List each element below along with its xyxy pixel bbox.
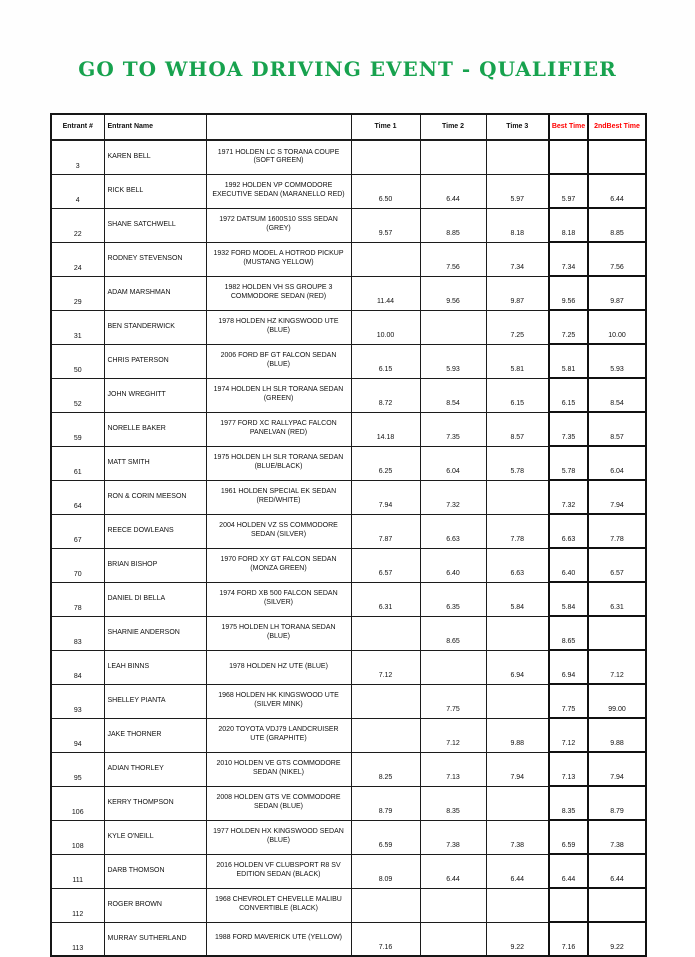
entrant-row (51, 752, 646, 786)
cell-best-time: 7.13 (549, 752, 588, 786)
cell-time1: 8.72 (351, 378, 420, 412)
cell-time2 (420, 650, 486, 684)
col-header-second-best-time: 2ndBest Time (588, 114, 646, 140)
cell-time2: 6.63 (420, 514, 486, 548)
cell-entrant-number: 22 (51, 208, 104, 242)
col-header-time1: Time 1 (351, 114, 420, 140)
cell-best-time (549, 140, 588, 174)
cell-second-best-time: 10.00 (588, 310, 646, 344)
cell-time2: 7.13 (420, 752, 486, 786)
cell-time1 (351, 616, 420, 650)
cell-entrant-name: ADAM MARSHMAN (104, 276, 206, 310)
cell-time1: 8.25 (351, 752, 420, 786)
cell-time3 (486, 786, 549, 820)
cell-time1: 9.57 (351, 208, 420, 242)
cell-second-best-time: 7.12 (588, 650, 646, 684)
entrant-row (51, 344, 646, 378)
cell-second-best-time: 8.85 (588, 208, 646, 242)
cell-entrant-number: 111 (51, 854, 104, 888)
cell-time1: 6.57 (351, 548, 420, 582)
cell-time1: 6.25 (351, 446, 420, 480)
cell-entrant-name: BEN STANDERWICK (104, 310, 206, 344)
col-header-time3: Time 3 (486, 114, 549, 140)
cell-best-time: 7.34 (549, 242, 588, 276)
cell-time3: 5.97 (486, 174, 549, 208)
cell-time3: 7.94 (486, 752, 549, 786)
cell-time1: 14.18 (351, 412, 420, 446)
cell-best-time: 8.65 (549, 616, 588, 650)
cell-second-best-time: 7.56 (588, 242, 646, 276)
cell-time3: 6.15 (486, 378, 549, 412)
entrant-row (51, 854, 646, 888)
cell-car-description: 1932 FORD MODEL A HOTROD PICKUP (MUSTANG YELLOW) (206, 242, 351, 276)
cell-time3: 5.78 (486, 446, 549, 480)
cell-best-time: 8.18 (549, 208, 588, 242)
cell-time1: 8.79 (351, 786, 420, 820)
cell-car-description: 1978 HOLDEN HZ UTE (BLUE) (206, 650, 351, 684)
cell-entrant-name: RODNEY STEVENSON (104, 242, 206, 276)
cell-time1: 7.87 (351, 514, 420, 548)
cell-entrant-name: DANIEL DI BELLA (104, 582, 206, 616)
cell-time3: 8.57 (486, 412, 549, 446)
cell-second-best-time: 6.44 (588, 854, 646, 888)
cell-entrant-name: DARB THOMSON (104, 854, 206, 888)
cell-best-time: 5.81 (549, 344, 588, 378)
cell-car-description: 1978 HOLDEN HZ KINGSWOOD UTE (BLUE) (206, 310, 351, 344)
entrant-row (51, 650, 646, 684)
cell-entrant-number: 106 (51, 786, 104, 820)
cell-time3: 7.25 (486, 310, 549, 344)
cell-best-time: 7.25 (549, 310, 588, 344)
qualifier-results-table (50, 113, 647, 957)
col-header-best-time: Best Time (549, 114, 588, 140)
cell-car-description: 1972 DATSUM 1600S10 SSS SEDAN (GREY) (206, 208, 351, 242)
cell-second-best-time: 8.54 (588, 378, 646, 412)
cell-entrant-number: 78 (51, 582, 104, 616)
entrant-row (51, 242, 646, 276)
cell-time1: 7.94 (351, 480, 420, 514)
cell-second-best-time: 7.94 (588, 752, 646, 786)
cell-time2: 7.35 (420, 412, 486, 446)
entrant-row (51, 684, 646, 718)
cell-time2 (420, 922, 486, 956)
cell-entrant-number: 113 (51, 922, 104, 956)
cell-second-best-time: 8.57 (588, 412, 646, 446)
cell-time2: 7.12 (420, 718, 486, 752)
cell-time3: 8.18 (486, 208, 549, 242)
cell-best-time: 8.35 (549, 786, 588, 820)
entrant-row (51, 718, 646, 752)
cell-entrant-number: 93 (51, 684, 104, 718)
entrant-row (51, 208, 646, 242)
cell-entrant-number: 84 (51, 650, 104, 684)
cell-time2: 9.56 (420, 276, 486, 310)
cell-second-best-time: 9.88 (588, 718, 646, 752)
cell-car-description: 1961 HOLDEN SPECIAL EK SEDAN (RED/WHITE) (206, 480, 351, 514)
cell-second-best-time: 6.31 (588, 582, 646, 616)
cell-best-time: 6.94 (549, 650, 588, 684)
entrant-row (51, 378, 646, 412)
cell-car-description: 1988 FORD MAVERICK UTE (YELLOW) (206, 922, 351, 956)
cell-time2: 7.56 (420, 242, 486, 276)
cell-time2: 6.04 (420, 446, 486, 480)
cell-time3 (486, 888, 549, 922)
cell-car-description: 1974 HOLDEN LH SLR TORANA SEDAN (GREEN) (206, 378, 351, 412)
entrant-row (51, 888, 646, 922)
cell-time1 (351, 140, 420, 174)
cell-car-description: 1968 CHEVROLET CHEVELLE MALIBU CONVERTIBLE (BLACK) (206, 888, 351, 922)
cell-best-time: 6.44 (549, 854, 588, 888)
cell-time1 (351, 718, 420, 752)
cell-car-description: 2008 HOLDEN GTS VE COMMODORE SEDAN (BLUE) (206, 786, 351, 820)
cell-entrant-name: SHELLEY PIANTA (104, 684, 206, 718)
cell-best-time: 5.97 (549, 174, 588, 208)
cell-best-time: 6.40 (549, 548, 588, 582)
cell-time3: 6.44 (486, 854, 549, 888)
cell-best-time: 6.59 (549, 820, 588, 854)
cell-time1 (351, 888, 420, 922)
cell-car-description: 2016 HOLDEN VF CLUBSPORT R8 SV EDITION SEDAN (BLACK) (206, 854, 351, 888)
entrant-row (51, 922, 646, 956)
cell-time2: 7.75 (420, 684, 486, 718)
cell-entrant-number: 24 (51, 242, 104, 276)
cell-time2: 8.65 (420, 616, 486, 650)
cell-entrant-name: CHRIS PATERSON (104, 344, 206, 378)
cell-entrant-name: BRIAN BISHOP (104, 548, 206, 582)
cell-car-description: 2010 HOLDEN VE GTS COMMODORE SEDAN (NIKEL) (206, 752, 351, 786)
cell-entrant-name: JAKE THORNER (104, 718, 206, 752)
cell-second-best-time: 6.57 (588, 548, 646, 582)
cell-time2: 7.32 (420, 480, 486, 514)
cell-entrant-name: NORELLE BAKER (104, 412, 206, 446)
cell-second-best-time: 8.79 (588, 786, 646, 820)
cell-car-description: 1975 HOLDEN LH TORANA SEDAN (BLUE) (206, 616, 351, 650)
cell-entrant-number: 83 (51, 616, 104, 650)
cell-car-description: 1982 HOLDEN VH SS GROUPE 3 COMMODORE SEDAN (RED) (206, 276, 351, 310)
cell-time1: 8.09 (351, 854, 420, 888)
cell-second-best-time (588, 888, 646, 922)
cell-best-time: 7.12 (549, 718, 588, 752)
cell-entrant-name: RON & CORIN MEESON (104, 480, 206, 514)
cell-second-best-time: 6.44 (588, 174, 646, 208)
cell-time3: 9.88 (486, 718, 549, 752)
col-header-car (206, 114, 351, 140)
cell-time1: 11.44 (351, 276, 420, 310)
cell-time2: 5.93 (420, 344, 486, 378)
cell-entrant-number: 50 (51, 344, 104, 378)
cell-time3: 9.22 (486, 922, 549, 956)
cell-car-description: 2004 HOLDEN VZ SS COMMODORE SEDAN (SILVER) (206, 514, 351, 548)
cell-best-time: 7.75 (549, 684, 588, 718)
cell-time1: 7.12 (351, 650, 420, 684)
cell-time3: 7.78 (486, 514, 549, 548)
cell-time2: 7.38 (420, 820, 486, 854)
cell-second-best-time (588, 616, 646, 650)
cell-time3: 5.84 (486, 582, 549, 616)
cell-time1: 6.31 (351, 582, 420, 616)
cell-entrant-name: SHANE SATCHWELL (104, 208, 206, 242)
col-header-entrant-number: Entrant # (51, 114, 104, 140)
entrant-row (51, 446, 646, 480)
cell-second-best-time (588, 140, 646, 174)
cell-car-description: 1977 FORD XC RALLYPAC FALCON PANELVAN (RED) (206, 412, 351, 446)
cell-time1: 6.15 (351, 344, 420, 378)
cell-car-description: 2020 TOYOTA VDJ79 LANDCRUISER UTE (GRAPHITE) (206, 718, 351, 752)
cell-entrant-name: MURRAY SUTHERLAND (104, 922, 206, 956)
page-title: GO TO WHOA DRIVING EVENT - QUALIFIER (78, 57, 617, 81)
header-row (51, 114, 646, 140)
cell-time2: 8.85 (420, 208, 486, 242)
cell-time2: 8.54 (420, 378, 486, 412)
cell-time3: 7.34 (486, 242, 549, 276)
cell-car-description: 2006 FORD BF GT FALCON SEDAN (BLUE) (206, 344, 351, 378)
cell-time3 (486, 684, 549, 718)
cell-entrant-name: ROGER BROWN (104, 888, 206, 922)
entrant-row (51, 582, 646, 616)
cell-entrant-number: 31 (51, 310, 104, 344)
cell-time2: 6.40 (420, 548, 486, 582)
cell-entrant-number: 29 (51, 276, 104, 310)
cell-time3: 6.63 (486, 548, 549, 582)
cell-time3 (486, 140, 549, 174)
entrant-row (51, 140, 646, 174)
cell-second-best-time: 6.04 (588, 446, 646, 480)
cell-time2 (420, 310, 486, 344)
cell-entrant-name: REECE DOWLEANS (104, 514, 206, 548)
cell-best-time: 9.56 (549, 276, 588, 310)
cell-second-best-time: 9.87 (588, 276, 646, 310)
cell-best-time (549, 888, 588, 922)
cell-second-best-time: 9.22 (588, 922, 646, 956)
cell-second-best-time: 5.93 (588, 344, 646, 378)
cell-best-time: 7.32 (549, 480, 588, 514)
cell-best-time: 7.35 (549, 412, 588, 446)
cell-time2: 6.44 (420, 174, 486, 208)
entrant-row (51, 514, 646, 548)
col-header-entrant-name: Entrant Name (104, 114, 206, 140)
cell-best-time: 5.78 (549, 446, 588, 480)
cell-entrant-number: 95 (51, 752, 104, 786)
cell-second-best-time: 7.78 (588, 514, 646, 548)
table-body (51, 140, 646, 956)
cell-entrant-number: 70 (51, 548, 104, 582)
cell-entrant-number: 59 (51, 412, 104, 446)
cell-entrant-number: 64 (51, 480, 104, 514)
cell-time1: 6.59 (351, 820, 420, 854)
cell-car-description: 1977 HOLDEN HX KINGSWOOD SEDAN (BLUE) (206, 820, 351, 854)
cell-entrant-name: KERRY THOMPSON (104, 786, 206, 820)
entrant-row (51, 786, 646, 820)
cell-entrant-number: 4 (51, 174, 104, 208)
cell-time3: 7.38 (486, 820, 549, 854)
cell-time3 (486, 480, 549, 514)
cell-entrant-name: MATT SMITH (104, 446, 206, 480)
cell-time2 (420, 140, 486, 174)
cell-time1: 6.50 (351, 174, 420, 208)
cell-second-best-time: 99.00 (588, 684, 646, 718)
cell-entrant-name: SHARNIE ANDERSON (104, 616, 206, 650)
cell-entrant-number: 67 (51, 514, 104, 548)
cell-time2 (420, 888, 486, 922)
cell-second-best-time: 7.94 (588, 480, 646, 514)
cell-best-time: 6.15 (549, 378, 588, 412)
cell-entrant-number: 52 (51, 378, 104, 412)
entrant-row (51, 820, 646, 854)
cell-car-description: 1970 FORD XY GT FALCON SEDAN (MONZA GREEN) (206, 548, 351, 582)
cell-entrant-name: KYLE O'NEILL (104, 820, 206, 854)
cell-car-description: 1968 HOLDEN HK KINGSWOOD UTE (SILVER MINK) (206, 684, 351, 718)
cell-entrant-number: 108 (51, 820, 104, 854)
cell-entrant-number: 3 (51, 140, 104, 174)
entrant-row (51, 480, 646, 514)
cell-car-description: 1992 HOLDEN VP COMMODORE EXECUTIVE SEDAN (MARANELLO RED) (206, 174, 351, 208)
entrant-row (51, 310, 646, 344)
cell-entrant-number: 112 (51, 888, 104, 922)
cell-time1 (351, 242, 420, 276)
cell-time3: 9.87 (486, 276, 549, 310)
cell-time1: 7.16 (351, 922, 420, 956)
cell-time3 (486, 616, 549, 650)
cell-entrant-name: LEAH BINNS (104, 650, 206, 684)
entrant-row (51, 174, 646, 208)
cell-car-description: 1974 FORD XB 500 FALCON SEDAN (SILVER) (206, 582, 351, 616)
cell-time2: 6.35 (420, 582, 486, 616)
cell-entrant-name: ADIAN THORLEY (104, 752, 206, 786)
cell-second-best-time: 7.38 (588, 820, 646, 854)
cell-entrant-number: 61 (51, 446, 104, 480)
cell-best-time: 6.63 (549, 514, 588, 548)
cell-time3: 5.81 (486, 344, 549, 378)
entrant-row (51, 548, 646, 582)
entrant-row (51, 412, 646, 446)
cell-time2: 8.35 (420, 786, 486, 820)
col-header-time2: Time 2 (420, 114, 486, 140)
cell-best-time: 5.84 (549, 582, 588, 616)
cell-car-description: 1975 HOLDEN LH SLR TORANA SEDAN (BLUE/BLACK) (206, 446, 351, 480)
cell-entrant-name: RICK BELL (104, 174, 206, 208)
cell-best-time: 7.16 (549, 922, 588, 956)
cell-car-description: 1971 HOLDEN LC S TORANA COUPE (SOFT GREEN) (206, 140, 351, 174)
cell-time3: 6.94 (486, 650, 549, 684)
cell-entrant-name: JOHN WREGHITT (104, 378, 206, 412)
entrant-row (51, 276, 646, 310)
cell-entrant-number: 94 (51, 718, 104, 752)
cell-entrant-name: KAREN BELL (104, 140, 206, 174)
cell-time1 (351, 684, 420, 718)
cell-time2: 6.44 (420, 854, 486, 888)
entrant-row (51, 616, 646, 650)
cell-time1: 10.00 (351, 310, 420, 344)
